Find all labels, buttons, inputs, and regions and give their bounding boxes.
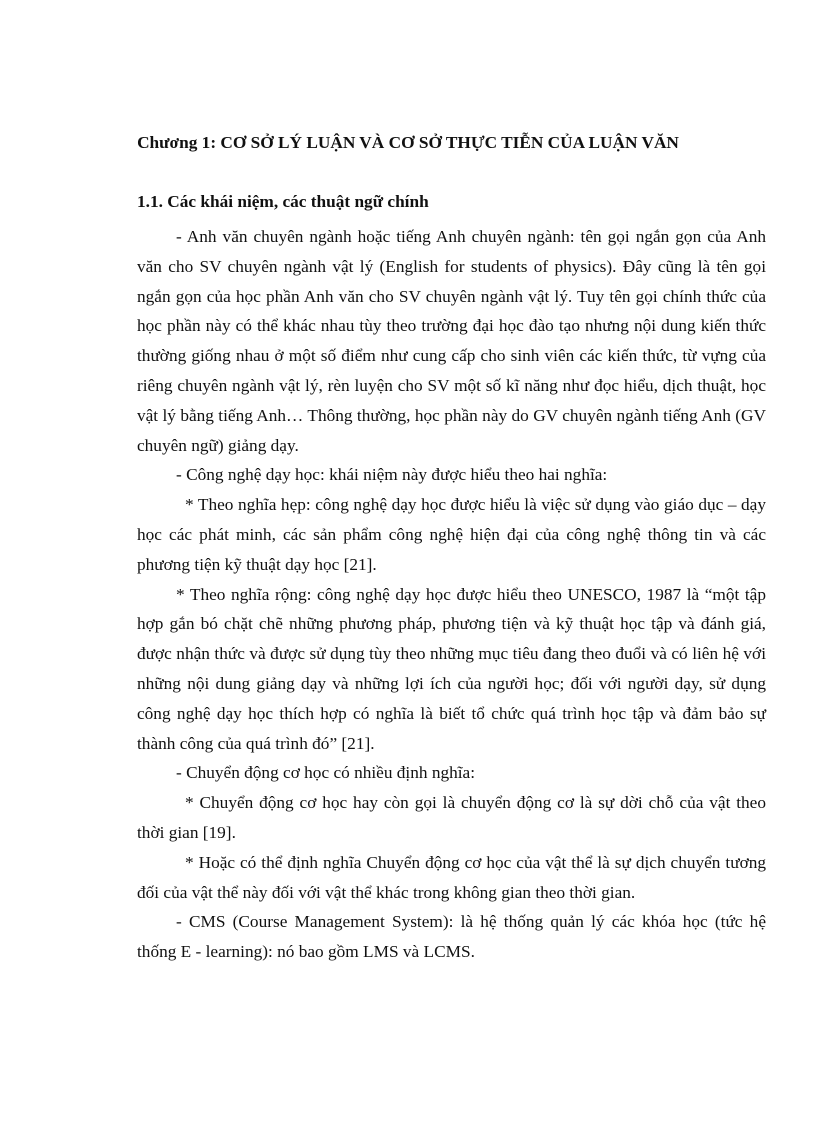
paragraph-broad-meaning: * Theo nghĩa rộng: công nghệ dạy học được hiểu theo UNESCO, 1987 là “một tập hợp gắn bó chặt chẽ những phương pháp, phương tiện và kỹ thuật học tập và đánh giá, được nhận thức và được sử dụng tùy theo những mục tiêu đang theo đuổi và có liên hệ với những nội dung giảng dạy và những lợi ích của người học; đối với người dạy, sử dụng công nghệ dạy học thích hợp có nghĩa là biết tổ chức quá trình học tập và đảm bảo sự thành công của quá trình đó” [21]. xyxy=(137,584,766,753)
paragraph-esp-definition: - Anh văn chuyên ngành hoặc tiếng Anh chuyên ngành: tên gọi ngắn gọn của Anh văn cho SV chuyên ngành vật lý (English for students of physics). Đây cũng là tên gọi ngắn gọn của học phần Anh văn cho SV chuyên ngành vật lý. Tuy tên gọi chính thức của học phần này có thể khác nhau tùy theo trường đại học đào tạo nhưng nội dung kiến thức thường giống nhau ở một số điểm như cung cấp cho sinh viên các kiến thức, từ vựng của riêng chuyên ngành vật lý, rèn luyện cho SV một số kĩ năng như đọc hiểu, dịch thuật, học vật lý bằng tiếng Anh… Thông thường, học phần này do GV chuyên ngành tiếng Anh (GV chuyên ngữ) giảng dạy. xyxy=(137,227,766,455)
paragraph-cms: - CMS (Course Management System): là hệ thống quản lý các khóa học (tức hệ thống E - learning): nó bao gồm LMS và LCMS. xyxy=(137,912,766,962)
paragraph-teaching-technology: - Công nghệ dạy học: khái niệm này được hiểu theo hai nghĩa: xyxy=(176,465,608,485)
chapter-title: Chương 1: CƠ SỞ LÝ LUẬN VÀ CƠ SỞ THỰC TIỄN CỦA LUẬN VĂN xyxy=(137,133,679,152)
paragraph-motion-definition-1: * Chuyển động cơ học hay còn gọi là chuyển động cơ là sự dời chỗ của vật theo thời gian [19]. xyxy=(137,793,766,842)
body-text xyxy=(137,222,766,967)
paragraph-motion-definition-2: * Hoặc có thể định nghĩa Chuyển động cơ học của vật thể là sự dịch chuyển tương đối của vật thể này đối với vật thể khác trong không gian theo thời gian. xyxy=(137,852,766,902)
paragraph-mechanical-motion: - Chuyển động cơ học có nhiều định nghĩa: xyxy=(176,763,476,783)
paragraph-narrow-meaning: * Theo nghĩa hẹp: công nghệ dạy học được hiểu là việc sử dụng vào giáo dục – dạy học các phát minh, các sản phẩm công nghệ hiện đại của công nghệ thông tin và các phương tiện kỹ thuật dạy học [21]. xyxy=(137,495,766,574)
section-heading: 1.1. Các khái niệm, các thuật ngữ chính xyxy=(137,192,429,211)
